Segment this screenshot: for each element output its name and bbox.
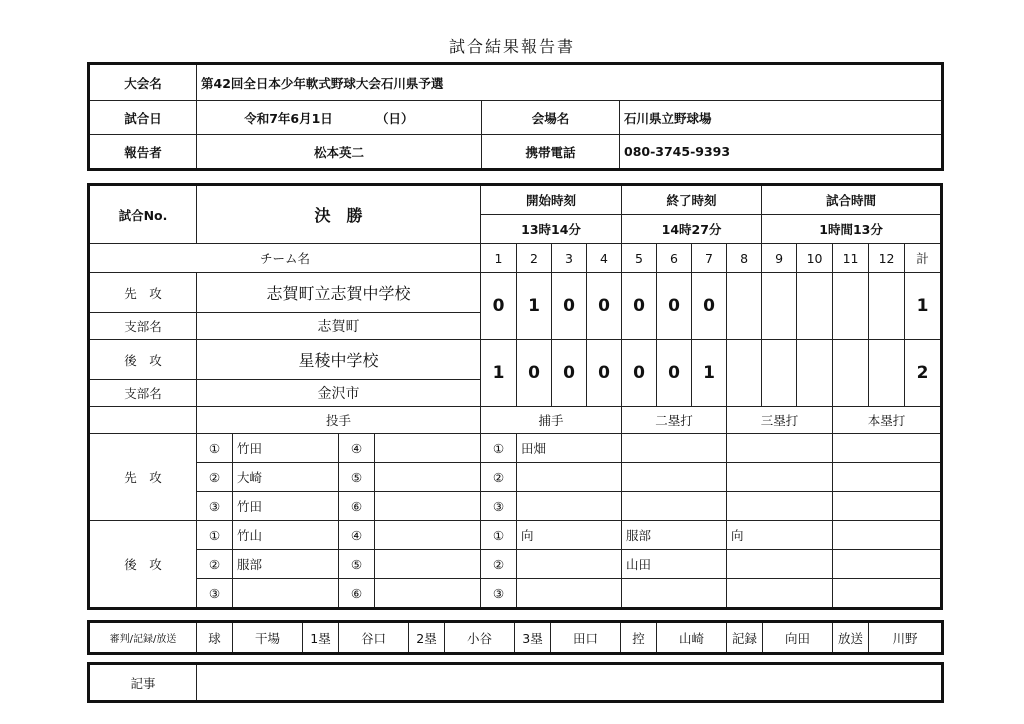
second-branch-label: 支部名 (90, 380, 197, 407)
triple-cell: 向 (727, 521, 833, 550)
double-header: 二塁打 (622, 407, 727, 434)
players-first-label: 先 攻 (90, 434, 197, 521)
homer-cell (833, 521, 941, 550)
inning-header: 6 (657, 244, 692, 273)
double-cell: 山田 (622, 550, 727, 579)
homer-cell (833, 492, 941, 521)
pitcher-name (375, 434, 481, 463)
triple-cell (727, 434, 833, 463)
triple-cell (727, 463, 833, 492)
double-cell (622, 579, 727, 608)
pitcher-num: ① (197, 521, 233, 550)
first-total: 1 (905, 273, 941, 340)
pitcher-num: ⑤ (339, 463, 375, 492)
game-round: 決 勝 (197, 186, 481, 244)
first-score (869, 273, 905, 340)
first-score: 0 (622, 273, 657, 340)
players-corner (90, 407, 197, 434)
first-branch-label: 支部名 (90, 313, 197, 340)
catcher-name: 向 (517, 521, 622, 550)
reserve-umpire-label: 控 (621, 623, 657, 653)
inning-header: 12 (869, 244, 905, 273)
inning-header: 11 (833, 244, 869, 273)
pitcher-name: 服部 (233, 550, 339, 579)
third-base-umpire: 田口 (551, 623, 621, 653)
double-cell (622, 434, 727, 463)
catcher-name: 田畑 (517, 434, 622, 463)
third-base-umpire-label: 3塁 (515, 623, 551, 653)
inning-header: 7 (692, 244, 727, 273)
start-value: 13時14分 (481, 215, 622, 244)
homer-cell (833, 434, 941, 463)
first-base-umpire: 谷口 (339, 623, 409, 653)
game-no-label: 試合No. (90, 186, 197, 244)
second-score (797, 340, 833, 407)
broadcast-person: 川野 (869, 623, 942, 653)
pitcher-num: ② (197, 463, 233, 492)
second-branch: 金沢市 (197, 380, 481, 407)
reporter-value: 松本英二 (197, 135, 482, 169)
inning-header: 2 (517, 244, 552, 273)
first-score (797, 273, 833, 340)
phone-value: 080-3745-9393 (620, 135, 942, 169)
umpires-label: 審判/記録/放送 (90, 623, 197, 653)
pitcher-name (375, 579, 481, 608)
reporter-label: 報告者 (90, 135, 197, 169)
pitcher-name: 竹田 (233, 492, 339, 521)
inning-header: 3 (552, 244, 587, 273)
second-base-umpire: 小谷 (445, 623, 515, 653)
pitcher-num: ③ (197, 579, 233, 608)
triple-cell (727, 492, 833, 521)
triple-header: 三塁打 (727, 407, 833, 434)
inning-header: 5 (622, 244, 657, 273)
pitcher-name (375, 463, 481, 492)
broadcast-label: 放送 (833, 623, 869, 653)
pitcher-name (375, 521, 481, 550)
inning-header: 10 (797, 244, 833, 273)
second-score: 0 (552, 340, 587, 407)
first-score: 0 (587, 273, 622, 340)
first-score: 0 (552, 273, 587, 340)
double-cell: 服部 (622, 521, 727, 550)
first-team-name: 志賀町立志賀中学校 (197, 273, 481, 313)
second-score: 1 (481, 340, 517, 407)
page-title: 試合結果報告書 (448, 37, 575, 56)
second-score (762, 340, 797, 407)
weekday-value: （日） (376, 110, 414, 126)
tournament-name: 第42回全日本少年軟式野球大会石川県予選 (197, 65, 942, 101)
home-umpire: 干場 (233, 623, 303, 653)
catcher-num: ③ (481, 492, 517, 521)
record-label: 記録 (727, 623, 763, 653)
pitcher-num: ② (197, 550, 233, 579)
pitcher-num: ③ (197, 492, 233, 521)
catcher-name (517, 463, 622, 492)
home-umpire-label: 球 (197, 623, 233, 653)
reserve-umpire: 山崎 (657, 623, 727, 653)
pitcher-name: 竹田 (233, 434, 339, 463)
inning-header-total: 計 (905, 244, 941, 273)
inning-header: 4 (587, 244, 622, 273)
phone-label: 携帯電話 (482, 135, 620, 169)
pitcher-name (375, 550, 481, 579)
second-score (869, 340, 905, 407)
homer-cell (833, 579, 941, 608)
second-base-umpire-label: 2塁 (409, 623, 445, 653)
second-team-name: 星稜中学校 (197, 340, 481, 380)
second-total: 2 (905, 340, 941, 407)
pitcher-name (375, 492, 481, 521)
triple-cell (727, 579, 833, 608)
notes-table (89, 664, 942, 701)
second-score: 0 (587, 340, 622, 407)
homer-cell (833, 463, 941, 492)
start-label: 開始時刻 (481, 186, 622, 215)
catcher-header: 捕手 (481, 407, 622, 434)
second-attack-label: 後 攻 (90, 340, 197, 380)
second-score: 0 (517, 340, 552, 407)
venue-value: 石川県立野球場 (620, 101, 942, 135)
first-attack-label: 先 攻 (90, 273, 197, 313)
inning-header: 1 (481, 244, 517, 273)
first-branch: 志賀町 (197, 313, 481, 340)
catcher-name (517, 492, 622, 521)
homer-header: 本塁打 (833, 407, 941, 434)
pitcher-num: ① (197, 434, 233, 463)
double-cell (622, 463, 727, 492)
scoreboard-table (89, 185, 941, 608)
catcher-num: ① (481, 434, 517, 463)
players-second-label: 後 攻 (90, 521, 197, 608)
umpires-table (89, 622, 942, 653)
notes-label: 記事 (90, 665, 197, 701)
second-score: 0 (657, 340, 692, 407)
date-cell (197, 101, 482, 135)
second-score: 0 (622, 340, 657, 407)
double-cell (622, 492, 727, 521)
inning-header: 9 (762, 244, 797, 273)
end-label: 終了時刻 (622, 186, 762, 215)
duration-label: 試合時間 (762, 186, 941, 215)
pitcher-header: 投手 (197, 407, 481, 434)
tournament-label: 大会名 (90, 65, 197, 101)
venue-label: 会場名 (482, 101, 620, 135)
team-name-label: チーム名 (90, 244, 481, 273)
catcher-num: ① (481, 521, 517, 550)
date-label: 試合日 (90, 101, 197, 135)
catcher-num: ② (481, 550, 517, 579)
info-table (89, 64, 942, 169)
record-person: 向田 (763, 623, 833, 653)
pitcher-num: ④ (339, 521, 375, 550)
first-score (762, 273, 797, 340)
first-base-umpire-label: 1塁 (303, 623, 339, 653)
end-value: 14時27分 (622, 215, 762, 244)
pitcher-num: ⑥ (339, 492, 375, 521)
first-score: 0 (692, 273, 727, 340)
catcher-name (517, 579, 622, 608)
pitcher-name: 大崎 (233, 463, 339, 492)
inning-header: 8 (727, 244, 762, 273)
first-score: 0 (657, 273, 692, 340)
second-score (727, 340, 762, 407)
first-score: 0 (481, 273, 517, 340)
date-value: 令和7年6月1日 (244, 110, 333, 126)
pitcher-num: ④ (339, 434, 375, 463)
catcher-num: ③ (481, 579, 517, 608)
pitcher-num: ⑤ (339, 550, 375, 579)
notes-value[interactable] (197, 665, 942, 701)
duration-value: 1時間13分 (762, 215, 941, 244)
first-score (727, 273, 762, 340)
second-score: 1 (692, 340, 727, 407)
catcher-name (517, 550, 622, 579)
pitcher-name (233, 579, 339, 608)
homer-cell (833, 550, 941, 579)
catcher-num: ② (481, 463, 517, 492)
triple-cell (727, 550, 833, 579)
second-score (833, 340, 869, 407)
pitcher-name: 竹山 (233, 521, 339, 550)
pitcher-num: ⑥ (339, 579, 375, 608)
first-score: 1 (517, 273, 552, 340)
first-score (833, 273, 869, 340)
